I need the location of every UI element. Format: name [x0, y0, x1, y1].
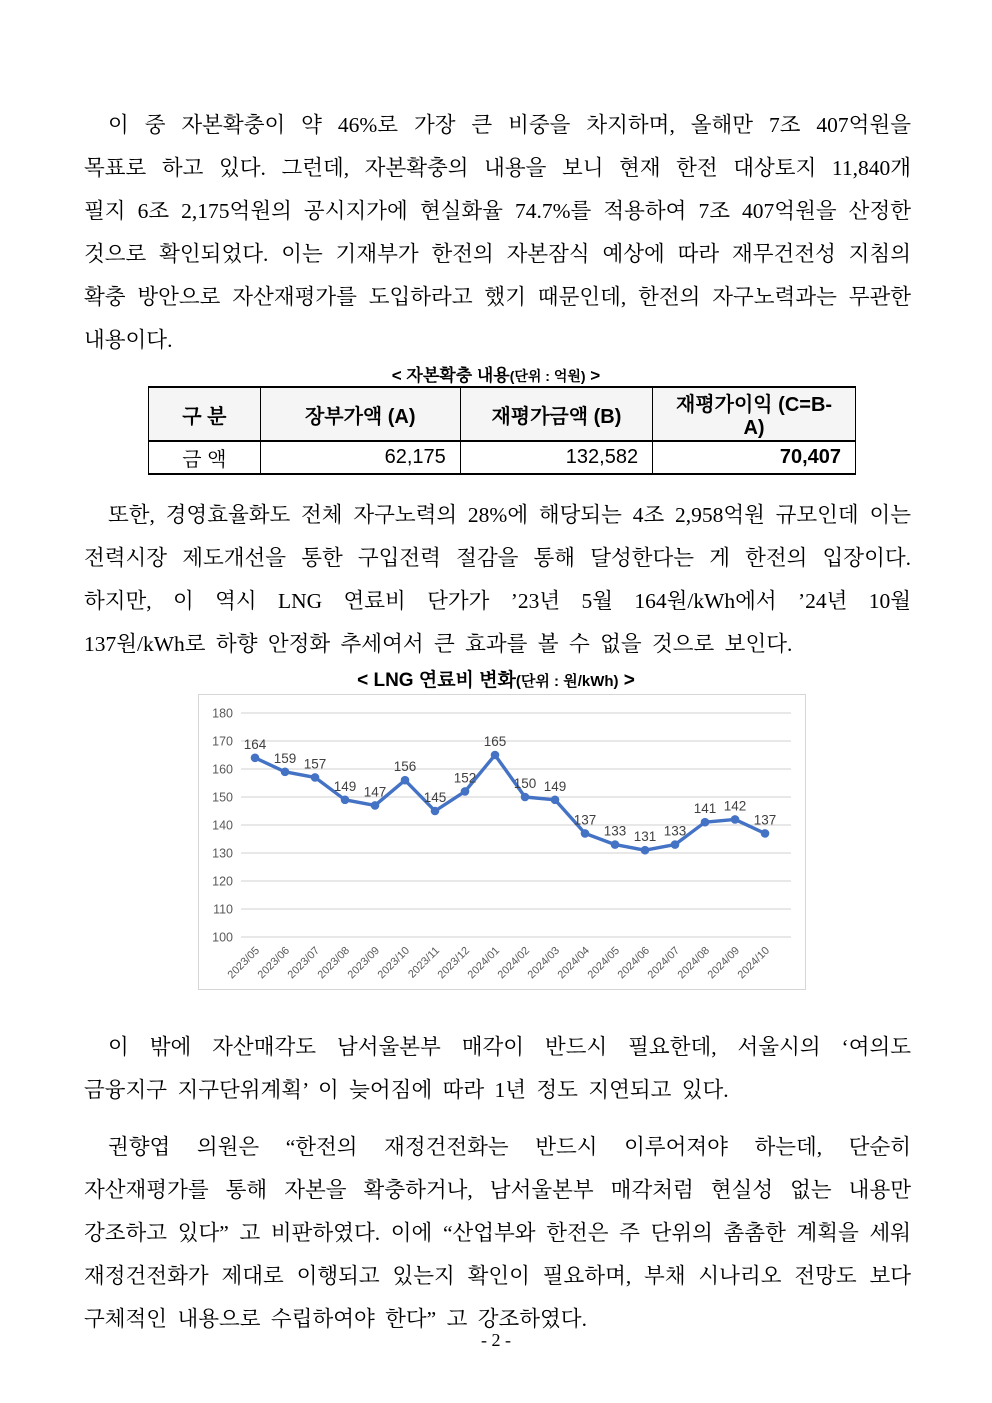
svg-text:180: 180 — [212, 706, 233, 721]
column-header-revaluation-gain: 재평가이익 (C=B-A) — [653, 387, 856, 441]
svg-text:120: 120 — [212, 874, 233, 889]
body-paragraph-1 — [84, 104, 911, 362]
column-header-revalued-amount: 재평가금액 (B) — [460, 387, 652, 441]
svg-text:110: 110 — [213, 902, 233, 917]
svg-text:2024/07: 2024/07 — [645, 944, 683, 982]
svg-text:149: 149 — [333, 778, 357, 794]
svg-text:131: 131 — [633, 829, 657, 845]
svg-text:2023/11: 2023/11 — [406, 944, 443, 981]
svg-text:149: 149 — [543, 778, 567, 794]
svg-text:2024/08: 2024/08 — [675, 944, 713, 982]
table-title-close: > — [585, 366, 601, 385]
chart-title-unit: (단위 : 원/kWh) — [515, 673, 619, 690]
body-paragraph-2-text: 또한, 경영효율화도 전체 자구노력의 28%에 해당되는 4조 2,958억원 규모인데 이는 전력시장 제도개선을 통한 구입전력 절감을 통해 달성한다는 게 한전의 입장이다. 하지만, 이 역시 LNG 연료비 단가가 ’23년 5월 164원/kWh에서 ’24년 10월 137원/kWh로 하향 안정화 추세여서 큰 효과를 볼 수 없을 것으로 보인다. — [84, 503, 911, 656]
column-header-book-value: 장부가액 (A) — [260, 387, 460, 441]
svg-text:159: 159 — [273, 750, 297, 766]
svg-text:2024/05: 2024/05 — [585, 944, 623, 982]
svg-text:2024/02: 2024/02 — [495, 944, 533, 982]
svg-text:2024/04: 2024/04 — [555, 944, 593, 982]
svg-text:147: 147 — [363, 784, 387, 800]
svg-text:150: 150 — [513, 776, 537, 791]
body-paragraph-3 — [84, 1026, 911, 1112]
svg-text:2024/09: 2024/09 — [705, 944, 743, 982]
cell-row-label: 금 액 — [149, 441, 261, 474]
svg-text:2024/06: 2024/06 — [615, 944, 653, 982]
svg-text:170: 170 — [212, 734, 233, 749]
svg-text:165: 165 — [483, 734, 507, 749]
svg-text:160: 160 — [212, 762, 233, 777]
svg-text:133: 133 — [663, 823, 687, 839]
lng-price-line-chart — [198, 694, 806, 990]
svg-text:157: 157 — [303, 756, 327, 772]
table-header-row — [149, 387, 856, 441]
svg-text:137: 137 — [753, 812, 777, 828]
svg-text:133: 133 — [603, 823, 627, 839]
svg-text:142: 142 — [723, 798, 747, 814]
svg-text:2024/03: 2024/03 — [525, 944, 563, 982]
svg-text:2023/09: 2023/09 — [345, 944, 383, 982]
svg-text:2023/07: 2023/07 — [285, 944, 323, 982]
page-number: - 2 - — [481, 1330, 511, 1350]
svg-text:141: 141 — [693, 801, 717, 817]
svg-text:156: 156 — [393, 759, 417, 775]
chart-title — [0, 665, 992, 692]
svg-text:140: 140 — [212, 818, 233, 833]
column-header-category: 구 분 — [149, 387, 261, 441]
body-paragraph-2 — [84, 494, 911, 666]
svg-text:2023/12: 2023/12 — [435, 944, 473, 982]
body-paragraph-1-text: 이 중 자본확충이 약 46%로 가장 큰 비중을 차지하며, 올해만 7조 407억원을 목표로 하고 있다. 그런데, 자본확충의 내용을 보니 현재 한전 대상토지 11,840개 필지 6조 2,175억원의 공시지가에 현실화율 74.7%를 적용하여 7조 407억원을 산정한 것으로 확인되었다. 이는 기재부가 한전의 자본잠식 예상에 따라 재무건전성 지침의 확충 방안으로 자산재평가를 도입하라고 했기 때문인데, 한전의 자구노력과는 무관한 내용이다. — [84, 113, 911, 352]
svg-text:150: 150 — [212, 790, 233, 805]
svg-text:2023/08: 2023/08 — [315, 944, 353, 982]
svg-text:2024/01: 2024/01 — [465, 944, 503, 982]
chart-title-main: < LNG 연료비 변화 — [357, 670, 516, 691]
table-title-main: < 자본확충 내용 — [391, 366, 510, 385]
svg-text:2023/10: 2023/10 — [375, 944, 413, 982]
body-paragraph-4-text: 권향엽 의원은 “한전의 재정건전화는 반드시 이루어져야 하는데, 단순히 자산재평가를 통해 자본을 확충하거나, 남서울본부 매각처럼 현실성 없는 내용만 강조하고 있다” 고 비판하였다. 이에 “산업부와 한전은 주 단위의 촘촘한 계획을 세워 재정건전화가 제대로 이행되고 있는지 확인이 필요하며, 부채 시나리오 전망도 보다 구체적인 내용으로 수립하여야 한다” 고 강조하였다. — [84, 1135, 911, 1331]
svg-text:145: 145 — [423, 790, 447, 805]
body-paragraph-3-text: 이 밖에 자산매각도 남서울본부 매각이 반드시 필요한데, 서울시의 ‘여의도 금융지구 지구단위계획’ 이 늦어짐에 따라 1년 정도 지연되고 있다. — [84, 1035, 911, 1102]
svg-text:2023/05: 2023/05 — [225, 944, 263, 982]
svg-text:164: 164 — [243, 736, 267, 752]
svg-text:137: 137 — [573, 812, 597, 828]
table-row — [149, 441, 856, 474]
chart-title-close: > — [618, 670, 635, 691]
svg-text:130: 130 — [212, 846, 233, 861]
svg-text:152: 152 — [453, 770, 477, 786]
capital-increase-table — [148, 386, 856, 475]
cell-revalued-amount: 132,582 — [460, 441, 652, 474]
svg-text:100: 100 — [212, 930, 233, 945]
svg-text:2024/10: 2024/10 — [735, 944, 773, 982]
table-title-unit: (단위 : 억원) — [509, 368, 586, 384]
cell-revaluation-gain: 70,407 — [653, 441, 856, 474]
body-paragraph-4 — [84, 1126, 911, 1341]
cell-book-value: 62,175 — [260, 441, 460, 474]
table-title — [0, 361, 992, 386]
line-chart-svg — [199, 695, 805, 989]
svg-text:2023/06: 2023/06 — [255, 944, 293, 982]
